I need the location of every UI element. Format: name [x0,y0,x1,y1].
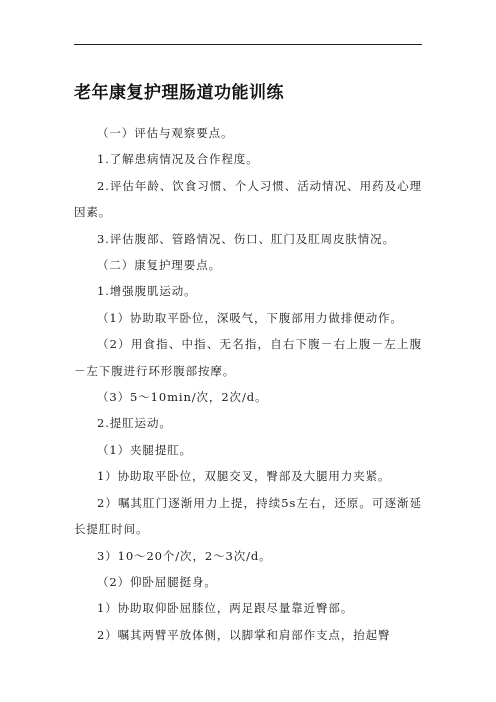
header-rule [74,44,422,45]
paragraph-14: 3）10～20个/次，2～3次/d。 [97,548,272,563]
paragraph-9: （3）5～10min/次，2次/d。 [97,390,268,405]
document-body [74,120,422,648]
paragraph-5: （二）康复护理要点。 [97,258,221,273]
paragraph-15: （2）仰卧屈腿挺身。 [97,574,217,589]
paragraph-11: （1）夹腿提肛。 [97,442,193,457]
paragraph-10: 2.提肛运动。 [97,416,172,431]
paragraph-2: 1.了解患病情况及合作程度。 [97,152,259,167]
paragraph-6: 1.增强腹肌运动。 [97,284,197,299]
paragraph-12: 1）协助取平卧位，双腿交叉，臀部及大腿用力夹紧。 [97,469,391,484]
paragraph-1: （一）评估与观察要点。 [97,126,234,140]
paragraph-3: 2.评估年龄、饮食习惯、个人习惯、活动情况、用药及心理因素。 [74,178,422,220]
document-title: 老年康复护理肠道功能训练 [74,83,284,103]
paragraph-17: 2）嘱其两臂平放体侧，以脚掌和肩部作支点，抬起臀 [97,627,391,642]
paragraph-16: 1）协助取仰卧屈膝位，两足跟尽量靠近臀部。 [97,601,354,616]
paragraph-8: （2）用食指、中指、无名指，自右下腹－右上腹－左上腹－左下腹进行环形腹部按摩。 [74,337,422,378]
paragraph-13: 2）嘱其肛门逐渐用力上提，持续5s左右，还原。可逐渐延长提肛时间。 [74,495,422,537]
paragraph-7: （1）协助取平卧位，深吸气，下腹部用力做排便动作。 [97,310,403,325]
paragraph-4: 3.评估腹部、管路情况、伤口、肛门及肛周皮肤情况。 [97,231,395,246]
